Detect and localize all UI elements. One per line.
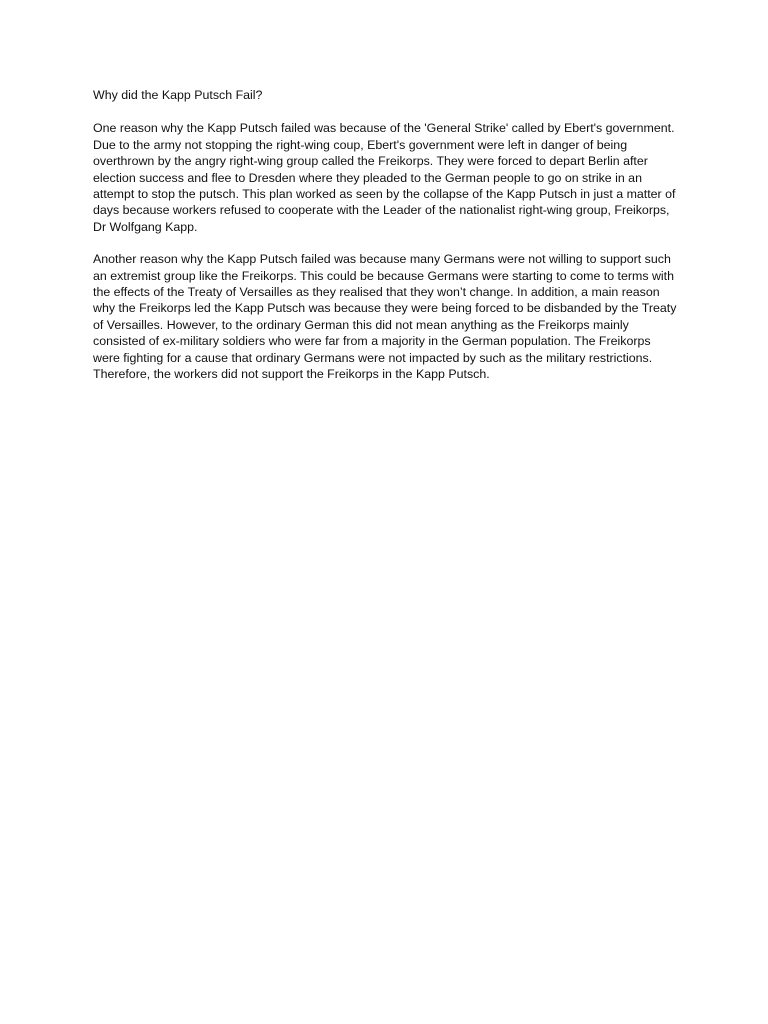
paragraph-2: Another reason why the Kapp Putsch failed was because many Germans were not willing to support such an extremist group like the Freikorps. This could be because Germans were starting to come to terms with the effects of the Treaty of Versailles as they realised that they won’t change. In addition, a main reason why the Freikorps led the Kapp Putsch was because they were being forced to be disbanded by the Treaty of Versailles. However, to the ordinary German this did not mean anything as the Freikorps mainly consisted of ex-military soldiers who were far from a majority in the German population. The Freikorps were fighting for a cause that ordinary Germans were not impacted by such as the military restrictions. Therefore, the workers did not support the Freikorps in the Kapp Putsch. bbox=[93, 252, 677, 382]
paragraph-1: One reason why the Kapp Putsch failed was because of the 'General Strike' called by Ebert's government. Due to the army not stopping the right-wing coup, Ebert's government were left in danger of being overthrown by the angry right-wing group called the Freikorps. They were forced to depart Berlin after election success and flee to Dresden where they pleaded to the German people to go on strike in an attempt to stop the putsch. This plan worked as seen by the collapse of the Kapp Putsch in just a matter of days because workers refused to cooperate with the Leader of the nationalist right-wing group, Freikorps, Dr Wolfgang Kapp. bbox=[93, 121, 676, 234]
document-title: Why did the Kapp Putsch Fail? bbox=[93, 88, 263, 102]
document-body bbox=[93, 87, 679, 399]
